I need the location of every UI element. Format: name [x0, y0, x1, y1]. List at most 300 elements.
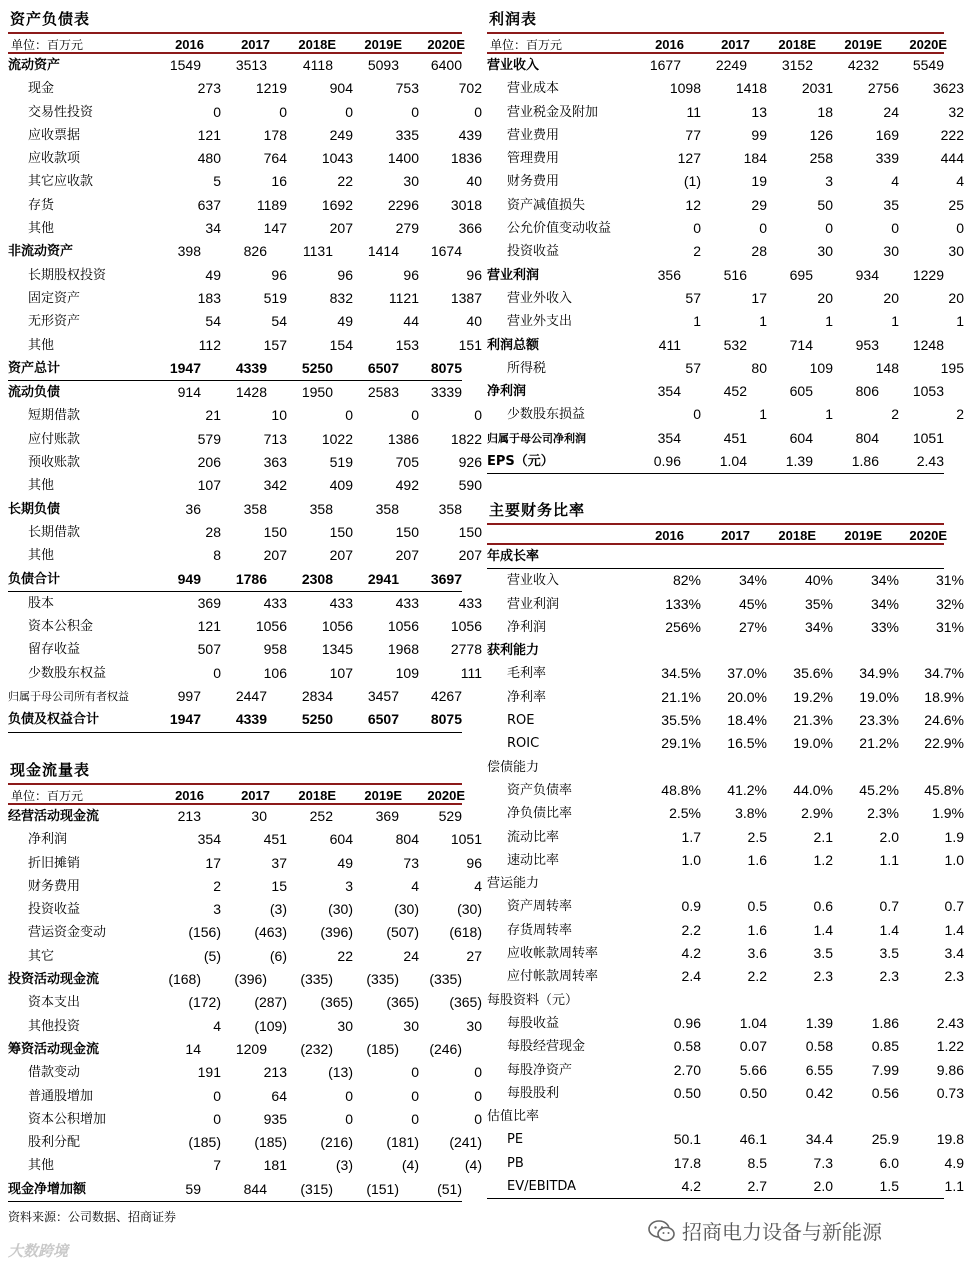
cell-value: 0.56 [871, 1084, 899, 1101]
cell-value: 1022 [321, 430, 353, 447]
cell-value [617, 872, 681, 895]
cell-value: 1.4 [879, 921, 899, 938]
cell-value: 112 [198, 336, 221, 353]
cell-value: (365) [449, 994, 482, 1011]
cell-value: 49 [337, 313, 353, 330]
cell-value: 4267 [430, 688, 462, 705]
income-statement-rows [487, 54, 964, 474]
income-statement-title: 利润表 [489, 10, 538, 28]
cell-value: 17 [205, 854, 221, 871]
cell-value: 0 [345, 407, 353, 424]
cell-value: 5250 [301, 359, 333, 376]
table-row [8, 404, 482, 427]
cell-value: 0 [825, 220, 833, 237]
cell-value: 1131 [302, 243, 333, 260]
table-row [487, 779, 964, 802]
cell-value: 1.86 [851, 453, 879, 470]
cell-value: 339 [875, 150, 899, 167]
cell-value: 1056 [450, 618, 482, 635]
cell-value: 195 [940, 359, 964, 376]
cell-value: 1677 [649, 57, 681, 73]
cell-value: 1209 [235, 1040, 267, 1057]
row-label: 交易性投资 [28, 104, 94, 120]
cell-value [879, 1105, 944, 1128]
cell-value: 207 [395, 547, 419, 564]
table-row [8, 124, 482, 147]
row-label: 其他 [28, 337, 55, 353]
cell-value: 37 [271, 854, 287, 871]
cell-value: 25.9 [871, 1131, 899, 1148]
cell-value: (185) [254, 1134, 287, 1151]
cell-value: 529 [438, 808, 462, 824]
cell-value: 34.5% [661, 665, 701, 682]
cell-value: 335 [395, 126, 419, 143]
year-header: 2020E [427, 788, 465, 803]
cell-value: 5 [213, 173, 221, 190]
year-header: 2020E [909, 37, 947, 52]
table-row [487, 616, 964, 639]
row-label: 归属于母公司所有者权益 [8, 690, 129, 704]
cell-value: 36 [185, 500, 201, 517]
year-header: 2018E [298, 37, 336, 52]
cell-value: 11 [686, 103, 701, 120]
cell-value: 12 [685, 196, 701, 213]
row-label: 营运资金变动 [28, 925, 107, 941]
row-label: 投资收益 [507, 244, 560, 260]
cell-value: 804 [855, 429, 879, 446]
cell-value: 77 [685, 126, 701, 143]
cell-value: 30 [466, 1017, 482, 1034]
cell-value: 22 [337, 173, 353, 190]
table-row [487, 170, 964, 193]
cell-value: 411 [658, 336, 681, 353]
cell-value: 5.66 [739, 1061, 767, 1078]
cell-value: 150 [263, 523, 287, 540]
cell-value: 2.9% [801, 805, 833, 822]
cell-value: 50 [817, 196, 833, 213]
cell-value: 27% [738, 618, 767, 635]
cell-value: 96 [271, 266, 287, 283]
cell-value: 40 [466, 173, 482, 190]
cell-value: 20 [883, 289, 899, 306]
table-row [487, 101, 964, 124]
cell-value: (618) [449, 924, 482, 941]
cell-value: 157 [263, 336, 287, 353]
row-label: 净负债比率 [507, 806, 573, 822]
balance-sheet-header [8, 32, 465, 54]
cell-value: (335) [300, 971, 333, 988]
cell-value [813, 872, 879, 895]
cell-value: 29 [751, 196, 767, 213]
cell-value: 532 [723, 336, 747, 353]
cell-value: 1.1 [944, 1178, 964, 1195]
row-label: 少数股东权益 [28, 665, 107, 681]
cell-value: 2031 [801, 80, 833, 97]
row-label: EV/EBITDA [507, 1179, 577, 1195]
cell-value: (216) [320, 1134, 353, 1151]
cell-value: 3.5 [879, 945, 899, 962]
cell-value: 702 [458, 80, 482, 97]
cell-value: 832 [329, 289, 353, 306]
cell-value: 19.2% [793, 688, 833, 705]
cell-value: 25 [948, 196, 964, 213]
cell-value [617, 639, 681, 662]
row-label: 非流动资产 [8, 244, 74, 260]
cell-value: 20 [948, 289, 964, 306]
cell-value: 169 [875, 126, 899, 143]
row-label: 资产减值损失 [507, 197, 586, 213]
cell-value: 1692 [321, 196, 353, 213]
cell-value: 3.4 [944, 945, 964, 962]
cell-value: 148 [875, 359, 899, 376]
cell-value: 0 [474, 407, 482, 424]
table-row [8, 852, 482, 875]
cell-value: 753 [395, 80, 419, 97]
table-row [487, 942, 964, 965]
cell-value: 1121 [388, 289, 419, 306]
cell-value: 398 [177, 243, 201, 260]
table-row [8, 428, 482, 451]
unit-label: 单位：百万元 [11, 789, 84, 803]
cell-value [747, 756, 813, 779]
row-label: 偿债能力 [487, 759, 540, 775]
cell-value: 31% [935, 618, 964, 635]
cell-value: 121 [197, 618, 221, 635]
cell-value: (51) [437, 1180, 462, 1197]
cell-value: 0 [693, 406, 701, 423]
table-row [8, 568, 462, 592]
cell-value: 1 [759, 406, 767, 423]
cell-value: 6400 [430, 57, 462, 73]
cell-value: 34% [804, 618, 833, 635]
year-header: 2016 [175, 788, 204, 803]
row-label: 营业利润 [507, 596, 560, 612]
cell-value: 2 [956, 406, 964, 423]
year-header: 2017 [721, 37, 750, 52]
cell-value: 409 [329, 477, 353, 494]
cell-value: 150 [329, 523, 353, 540]
cell-value: 127 [677, 150, 701, 167]
table-row [8, 921, 482, 944]
table-row [487, 849, 964, 872]
cell-value: 0 [213, 1110, 221, 1127]
table-row [8, 217, 482, 240]
row-label: 资本公积金 [28, 619, 94, 635]
row-label: 应收票据 [28, 127, 81, 143]
cell-value [681, 545, 747, 568]
cell-value: 44 [403, 313, 419, 330]
cell-value: 9.86 [936, 1061, 964, 1078]
cell-value: 1 [956, 313, 964, 330]
cashflow-panel [8, 757, 482, 1202]
cell-value: (30) [394, 901, 419, 918]
cell-value [617, 545, 681, 568]
cell-value: 35.6% [793, 665, 833, 682]
cell-value: (463) [254, 924, 287, 941]
cell-value: 17.8 [673, 1154, 701, 1171]
cell-value [813, 756, 879, 779]
cell-value: 1056 [255, 618, 287, 635]
row-label: 每股收益 [507, 1015, 560, 1031]
cell-value: 0 [411, 1087, 419, 1104]
cell-value: 2.5 [747, 828, 767, 845]
cell-value: 358 [438, 500, 462, 517]
table-row [8, 194, 482, 217]
cell-value [747, 872, 813, 895]
cell-value: 2.2 [747, 968, 767, 985]
cell-value: (335) [429, 971, 462, 988]
table-row [487, 545, 944, 569]
cell-value: 1387 [450, 289, 482, 306]
table-row [8, 1061, 482, 1084]
cell-value: 2.43 [916, 453, 944, 470]
cell-value: 27 [466, 947, 482, 964]
cell-value: 1098 [669, 80, 701, 97]
table-row [487, 989, 944, 1012]
table-row [8, 264, 482, 287]
table-row [8, 945, 482, 968]
row-label: 应收帐款周转率 [507, 946, 599, 962]
cell-value: 0.07 [739, 1038, 767, 1055]
cell-value: 2.0 [879, 828, 899, 845]
cell-value: 2447 [235, 688, 267, 705]
cell-value: 1428 [235, 384, 267, 401]
table-row [487, 1059, 964, 1082]
cell-value: 5250 [301, 711, 333, 728]
balance-sheet-rows [8, 54, 482, 733]
cell-value: 252 [309, 808, 333, 824]
cell-value: 3 [825, 173, 833, 190]
cell-value: 151 [458, 336, 482, 353]
table-row [487, 569, 964, 592]
balance-sheet-panel [8, 6, 482, 733]
cell-value: (4) [401, 1157, 419, 1174]
cell-value: 64 [271, 1087, 287, 1104]
row-label: 资本公积增加 [28, 1111, 107, 1127]
row-label: 存货周转率 [507, 922, 573, 938]
cell-value: 0.42 [805, 1084, 833, 1101]
cell-value: 0 [891, 220, 899, 237]
cell-value: 0 [693, 220, 701, 237]
cell-value: 4.9 [944, 1154, 964, 1171]
cell-value [681, 639, 747, 662]
cell-value: 342 [263, 477, 287, 494]
row-label: 流动比率 [507, 829, 560, 845]
cell-value: 914 [177, 384, 201, 401]
cell-value: 24 [403, 947, 419, 964]
table-row [8, 101, 482, 124]
cell-value: 19.0% [793, 735, 833, 752]
cell-value: (6) [269, 947, 287, 964]
cell-value: 6.0 [879, 1154, 899, 1171]
cell-value: 1 [759, 313, 767, 330]
table-row [487, 732, 964, 755]
row-label: 存货 [28, 197, 55, 213]
table-row [8, 240, 462, 263]
cell-value: 273 [197, 80, 221, 97]
unit-label: 单位：百万元 [11, 38, 84, 52]
cell-value: 637 [197, 196, 221, 213]
row-label: 利润总额 [487, 337, 540, 353]
row-label: 固定资产 [28, 290, 81, 306]
cell-value: 14 [185, 1040, 201, 1057]
table-row [487, 1175, 964, 1199]
cell-value: 705 [395, 454, 419, 471]
table-row [487, 1012, 964, 1035]
cell-value: 0.50 [673, 1084, 701, 1101]
cell-value: (185) [188, 1134, 221, 1151]
row-label: 净利润 [28, 832, 68, 848]
table-row [8, 805, 462, 828]
cell-value [617, 1105, 681, 1128]
cell-value: 7.99 [871, 1061, 899, 1078]
cell-value: 2.43 [936, 1014, 964, 1031]
row-label: 其他 [28, 1158, 55, 1174]
row-label: 营运能力 [487, 876, 540, 892]
cell-value: 604 [789, 429, 813, 446]
year-header: 2018E [778, 37, 816, 52]
watermark-left-text: 大数跨境 [8, 1242, 69, 1260]
row-label: 其他投资 [28, 1018, 81, 1034]
cell-value: 1968 [387, 641, 419, 658]
cell-value: 0 [956, 220, 964, 237]
table-row [8, 1108, 482, 1131]
cell-value: 126 [809, 126, 833, 143]
row-label: 应付帐款周转率 [507, 969, 599, 985]
cell-value: 0 [411, 407, 419, 424]
cell-value: 451 [723, 429, 747, 446]
cell-value: 953 [855, 336, 879, 353]
cell-value: 154 [329, 336, 353, 353]
cell-value: 0.96 [673, 1014, 701, 1031]
cell-value: 96 [337, 266, 353, 283]
row-label: 营业收入 [507, 573, 560, 589]
row-label: 营业收入 [487, 58, 540, 73]
cell-value: 358 [375, 500, 399, 517]
cell-value: 1 [891, 313, 899, 330]
row-label: 股本 [28, 595, 55, 611]
row-label: 财务费用 [507, 174, 560, 190]
cell-value: 2296 [387, 196, 419, 213]
cell-value: 0.50 [739, 1084, 767, 1101]
row-label: 营业税金及附加 [507, 104, 599, 120]
cell-value: 207 [263, 547, 287, 564]
row-label: PB [507, 1155, 524, 1171]
cell-value: 605 [789, 383, 813, 400]
source-note: 资料来源：公司数据、招商证券 [8, 1210, 177, 1224]
table-row [8, 474, 482, 497]
wechat-icon [648, 1220, 676, 1242]
cell-value: 8 [213, 547, 221, 564]
cell-value: 1418 [735, 80, 767, 97]
table-row [487, 1128, 964, 1151]
year-header: 2017 [241, 788, 270, 803]
cell-value: 1229 [912, 266, 944, 283]
table-row [487, 310, 964, 333]
cell-value: 29.1% [661, 735, 701, 752]
cell-value: 0 [345, 103, 353, 120]
cell-value: 0 [213, 103, 221, 120]
row-label: 获利能力 [487, 643, 540, 659]
cell-value: 2778 [450, 641, 482, 658]
cell-value: 35% [804, 595, 833, 612]
year-header: 2018E [778, 528, 816, 543]
cell-value: 23.3% [859, 712, 899, 729]
cell-value: 2.4 [681, 968, 701, 985]
cell-value: 433 [395, 594, 419, 611]
row-label: 股利分配 [28, 1135, 81, 1151]
cell-value: 444 [940, 150, 964, 167]
cell-value: 44.0% [793, 781, 833, 798]
cell-value: 31% [935, 572, 964, 589]
cell-value: 222 [940, 126, 964, 143]
cell-value: (168) [168, 971, 201, 988]
cell-value: 1.4 [944, 921, 964, 938]
table-row [487, 1152, 964, 1175]
cell-value: 7 [213, 1157, 221, 1174]
cell-value: 904 [329, 80, 353, 97]
watermark-right-text: 招商电力设备与新能源 [682, 1220, 882, 1244]
row-label: 投资收益 [28, 902, 81, 918]
cell-value: 1056 [321, 618, 353, 635]
cell-value: 826 [243, 243, 267, 260]
cell-value: 8075 [430, 711, 462, 728]
cell-value [879, 989, 944, 1012]
table-row [8, 54, 462, 77]
cell-value: 96 [403, 266, 419, 283]
ratios-rows [487, 545, 964, 1199]
cell-value: 57 [685, 359, 701, 376]
cell-value: (396) [234, 971, 267, 988]
row-label: 借款变动 [28, 1065, 81, 1081]
cell-value: 1.04 [719, 453, 747, 470]
cell-value: 579 [197, 430, 221, 447]
cell-value: 256% [665, 618, 701, 635]
cell-value: 2 [891, 406, 899, 423]
table-row [487, 919, 964, 942]
cell-value: 439 [458, 126, 482, 143]
cell-value: 73 [403, 854, 419, 871]
row-label: 其它应收款 [28, 174, 94, 190]
cell-value: 30 [883, 243, 899, 260]
income-statement-panel [487, 6, 964, 474]
cell-value: 49 [205, 266, 221, 283]
cell-value: 4118 [302, 57, 333, 73]
cell-value: 150 [458, 523, 482, 540]
cell-value: 0 [345, 1110, 353, 1127]
row-label: 营业费用 [507, 127, 560, 143]
row-label: 现金净增加额 [8, 1181, 87, 1197]
table-row [8, 170, 482, 193]
cell-value: (30) [328, 901, 353, 918]
cell-value: 153 [395, 336, 419, 353]
cell-value: 0.73 [936, 1084, 964, 1101]
cell-value: 207 [458, 547, 482, 564]
cell-value: 934 [855, 266, 879, 283]
cell-value: 16 [271, 173, 287, 190]
table-row [487, 756, 944, 779]
cell-value: 191 [197, 1064, 221, 1081]
cell-value [681, 872, 747, 895]
table-row [487, 380, 944, 403]
row-label: 投资活动现金流 [8, 972, 100, 988]
cell-value: 0 [411, 1110, 419, 1127]
cell-value [813, 639, 879, 662]
cell-value: (1) [683, 173, 701, 190]
row-label: 所得税 [507, 360, 547, 376]
table-row [487, 686, 964, 709]
cell-value: 1.22 [936, 1038, 964, 1055]
